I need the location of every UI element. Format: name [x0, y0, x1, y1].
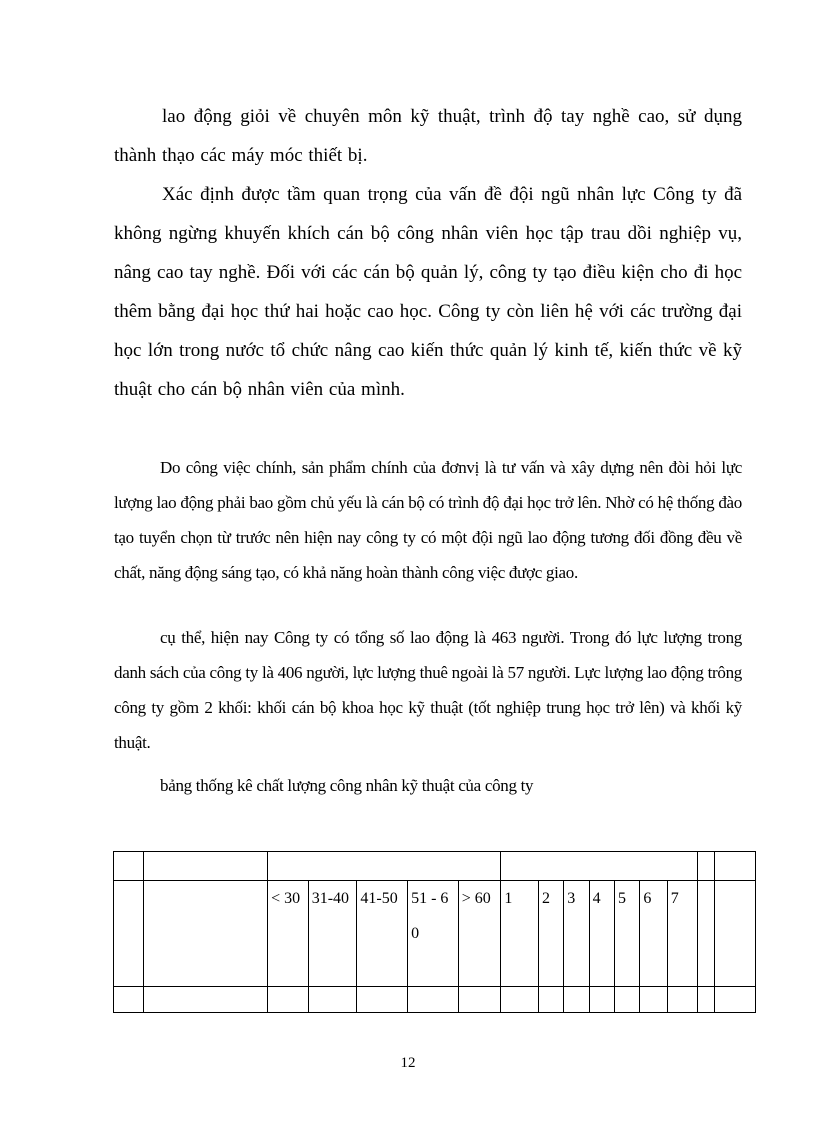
table-cell — [715, 881, 756, 987]
page-number: 12 — [400, 1055, 416, 1071]
table-caption: bảng thống kê chất lượng công nhân kỹ thuật của công ty — [160, 776, 534, 795]
paragraph-text: Xác định được tầm quan trọng của vấn đề đội ngũ nhân lực Công ty đã không ngừng khuyến khích cán bộ công nhân viên học tập trau dồi nghiệp vụ, nâng cao tay nghề. Đối với các cán bộ quản lý, công ty tạo điều kiện cho đi học thêm bằng đại học thứ hai hoặc cao học. Công ty còn liên hệ với các trường đại học lớn trong nước tổ chức nâng cao kiến thức quản lý kinh tế, kiến thức về kỹ thuật cho cán bộ nhân viên của mình. — [114, 184, 742, 400]
paragraph-text: lao động giỏi về chuyên môn kỹ thuật, trình độ tay nghề cao, sử dụng thành thạo các máy móc thiết bị. — [114, 106, 742, 166]
age-group-header: > 60 — [458, 881, 501, 987]
paragraph-text: Do công việc chính, sản phẩm chính của đơnvị là tư vấn và xây dựng nên đòi hỏi lực lượng lao động phải bao gồm chủ yếu là cán bộ có trình độ đại học trở lên. Nhờ có hệ thống đào tạo tuyển chọn từ trước nên hiện nay công ty có một đội ngũ lao động tương đối đồng đều về chất, năng động sáng tạo, có khả năng hoàn thành công việc được giao. — [114, 458, 742, 582]
grade-header: 1 — [501, 881, 539, 987]
table-cell — [698, 881, 715, 987]
table-cell — [268, 852, 501, 881]
table-cell — [589, 987, 614, 1013]
grade-header: 4 — [589, 881, 614, 987]
age-group-header: < 30 — [268, 881, 309, 987]
table-cell — [144, 881, 268, 987]
table-cell — [114, 852, 144, 881]
table-cell — [144, 987, 268, 1013]
grade-header: 6 — [640, 881, 667, 987]
paragraph-training — [114, 175, 742, 409]
worker-quality-table — [113, 851, 756, 1013]
table-cell — [114, 987, 144, 1013]
table-cell — [308, 987, 357, 1013]
age-group-header: 51 - 60 — [408, 881, 459, 987]
paragraph-headcount — [114, 620, 742, 760]
table-row — [114, 852, 756, 881]
table-cell — [698, 852, 715, 881]
table-cell — [408, 987, 459, 1013]
paragraph-text: cụ thể, hiện nay Công ty có tổng số lao động là 463 người. Trong đó lực lượng trong danh sách của công ty là 406 người, lực lượng thuê ngoài là 57 người. Lực lượng lao động trông công ty gồm 2 khối: khối cán bộ khoa học kỹ thuật (tốt nghiệp trung học trở lên) và khối kỹ thuật. — [114, 628, 742, 752]
age-group-header: 41-50 — [357, 881, 408, 987]
table-cell — [144, 852, 268, 881]
grade-header: 5 — [614, 881, 639, 987]
table-cell — [640, 987, 667, 1013]
table-cell — [114, 881, 144, 987]
table-cell — [268, 987, 309, 1013]
table-cell — [538, 987, 563, 1013]
table-cell — [715, 987, 756, 1013]
grade-header: 7 — [667, 881, 697, 987]
table-cell — [501, 852, 698, 881]
table-cell — [698, 987, 715, 1013]
table-cell — [501, 987, 539, 1013]
table-cell — [667, 987, 697, 1013]
grade-header: 2 — [538, 881, 563, 987]
table-cell — [357, 987, 408, 1013]
paragraph-workforce-quality — [114, 450, 742, 590]
table-cell — [715, 852, 756, 881]
paragraph-skilled-labor — [114, 97, 742, 175]
table-row — [114, 987, 756, 1013]
table-row — [114, 881, 756, 987]
table-cell — [614, 987, 639, 1013]
table-cell — [458, 987, 501, 1013]
grade-header: 3 — [564, 881, 589, 987]
table-cell — [564, 987, 589, 1013]
age-group-header: 31-40 — [308, 881, 357, 987]
